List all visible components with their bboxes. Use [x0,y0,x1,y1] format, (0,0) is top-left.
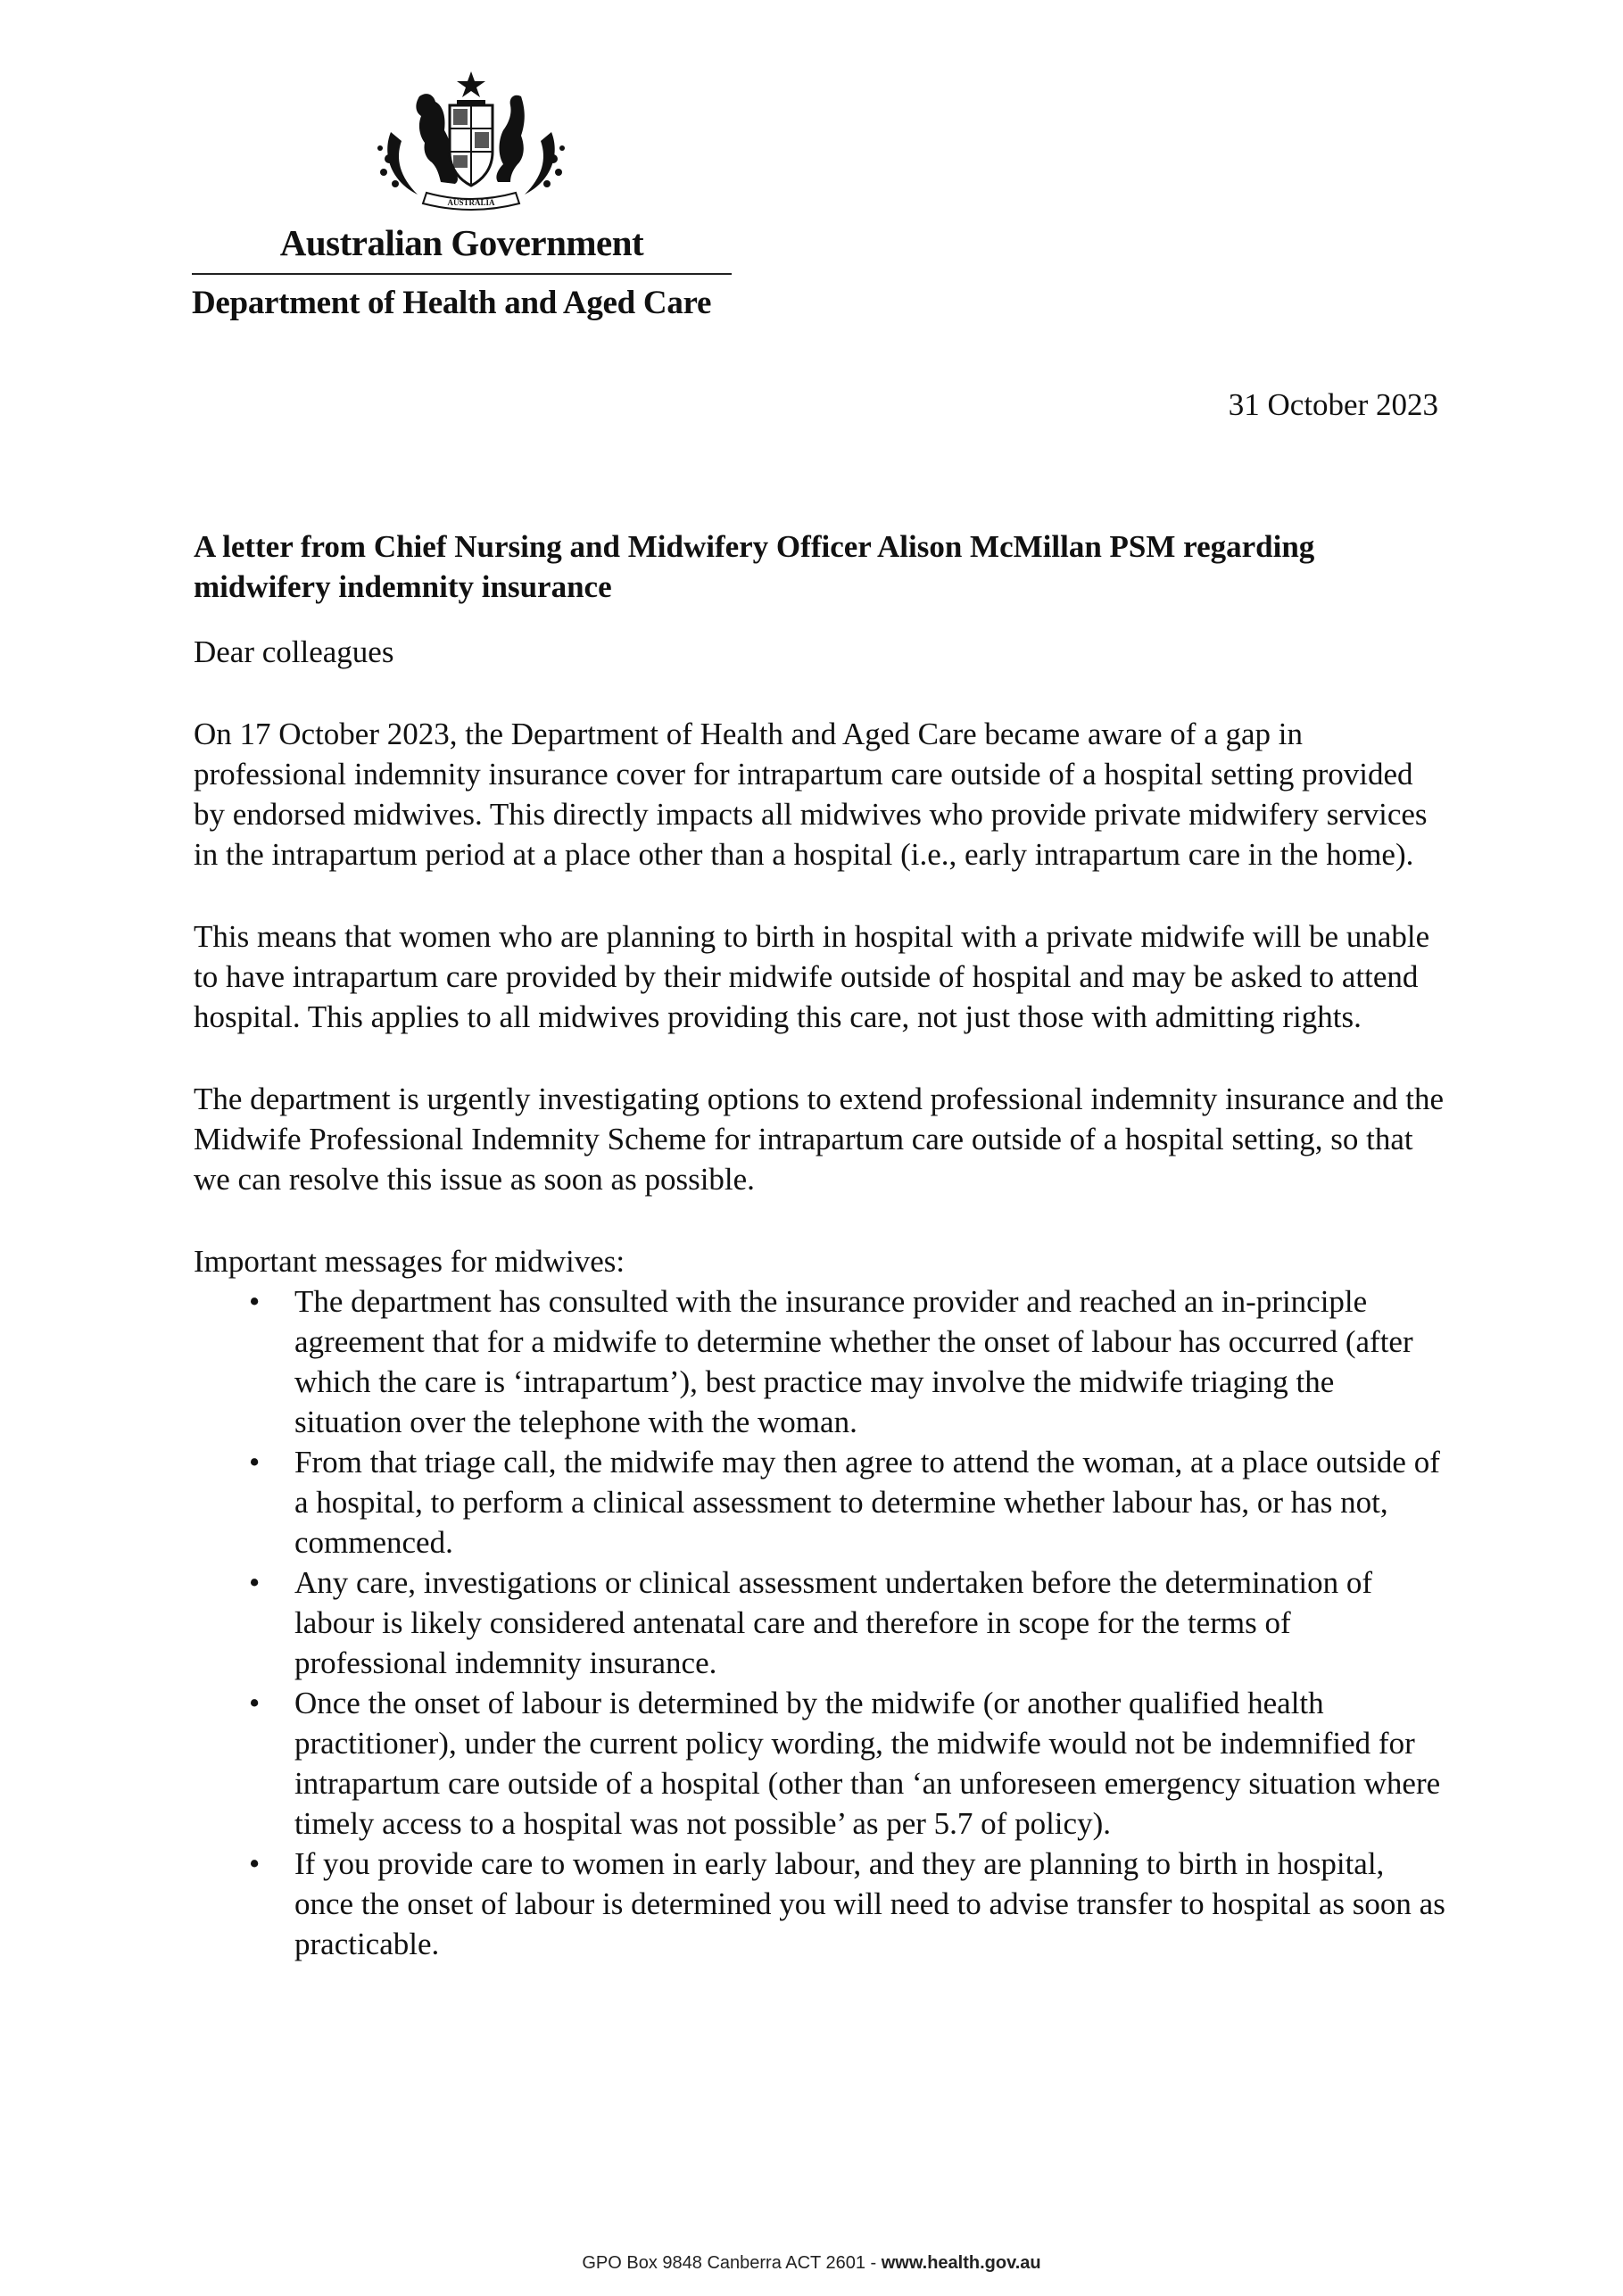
messages-heading: Important messages for midwives: [194,1244,625,1279]
crest-banner-text: AUSTRALIA [447,198,495,207]
bullet-icon: • [249,1445,261,1480]
letter-body [194,526,1447,1964]
paragraph: This means that women who are planning to birth in hospital with a private midwife will be unable to have intrapartum care provided by their midwife outside of hospital and may be asked to attend hospital. This applies to all midwives providing this care, not just those with admitting rights. [194,919,1430,1034]
page-footer [0,2253,1623,2274]
letter-title: A letter from Chief Nursing and Midwifery Officer Alison McMillan PSM regarding midwifery indemnity insurance [194,529,1315,604]
bullet-icon: • [249,1686,261,1720]
list-item [194,1562,1447,1683]
footer-address: GPO Box 9848 Canberra ACT 2601 - [582,2253,882,2273]
bullet-icon: • [249,1565,261,1600]
bullet-icon: • [249,1284,261,1319]
list-item-text: Any care, investigations or clinical assessment undertaken before the determination of labour is likely considered antenatal care and therefore in scope for the terms of professional indemnity insurance. [294,1565,1373,1680]
department-name: Department of Health and Aged Care [192,285,712,321]
letterhead-divider [192,273,732,275]
coat-of-arms-icon [364,70,578,217]
list-item-text: From that triage call, the midwife may then agree to attend the woman, at a place outside of a hospital, to perform a clinical assessment to determine whether labour has, or has not, commenced. [294,1445,1440,1560]
list-item [194,1442,1447,1562]
list-item-text: If you provide care to women in early labour, and they are planning to birth in hospital, once the onset of labour is determined you will need to advise transfer to hospital as soon as practicable. [294,1846,1445,1961]
paragraph: The department is urgently investigating options to extend professional indemnity insurance and the Midwife Professional Indemnity Scheme for intrapartum care outside of a hospital setting, so that we can resolve this issue as soon as possible. [194,1082,1444,1197]
letter-date: 31 October 2023 [1228,387,1438,422]
government-name: Australian Government [279,222,644,263]
paragraph: On 17 October 2023, the Department of Health and Aged Care became aware of a gap in professional indemnity insurance cover for intrapartum care outside of a hospital setting provided by endorsed midwives. This directly impacts all midwives who provide private midwifery services in the intrapartum period at a place other than a hospital (i.e., early intrapartum care in the home). [194,717,1428,872]
messages-list [194,1281,1447,1964]
list-item [194,1281,1447,1442]
list-item [194,1844,1447,1964]
list-item-text: Once the onset of labour is determined by the midwife (or another qualified health practitioner), under the current policy wording, the midwife would not be indemnified for intrapartum care outside of a hospital (other than ‘an unforeseen emergency situation where timely access to a hospital was not possible’ as per 5.7 of policy). [294,1686,1441,1841]
list-item [194,1683,1447,1844]
footer-website-link[interactable]: www.health.gov.au [881,2253,1041,2273]
list-item-text: The department has consulted with the insurance provider and reached an in-principle agreement that for a midwife to determine whether the onset of labour has occurred (after which the care is ‘intrapartum’), best practice may involve the midwife triaging the situation over the telephone with the woman. [294,1284,1413,1439]
bullet-icon: • [249,1846,261,1881]
greeting: Dear colleagues [194,634,394,669]
